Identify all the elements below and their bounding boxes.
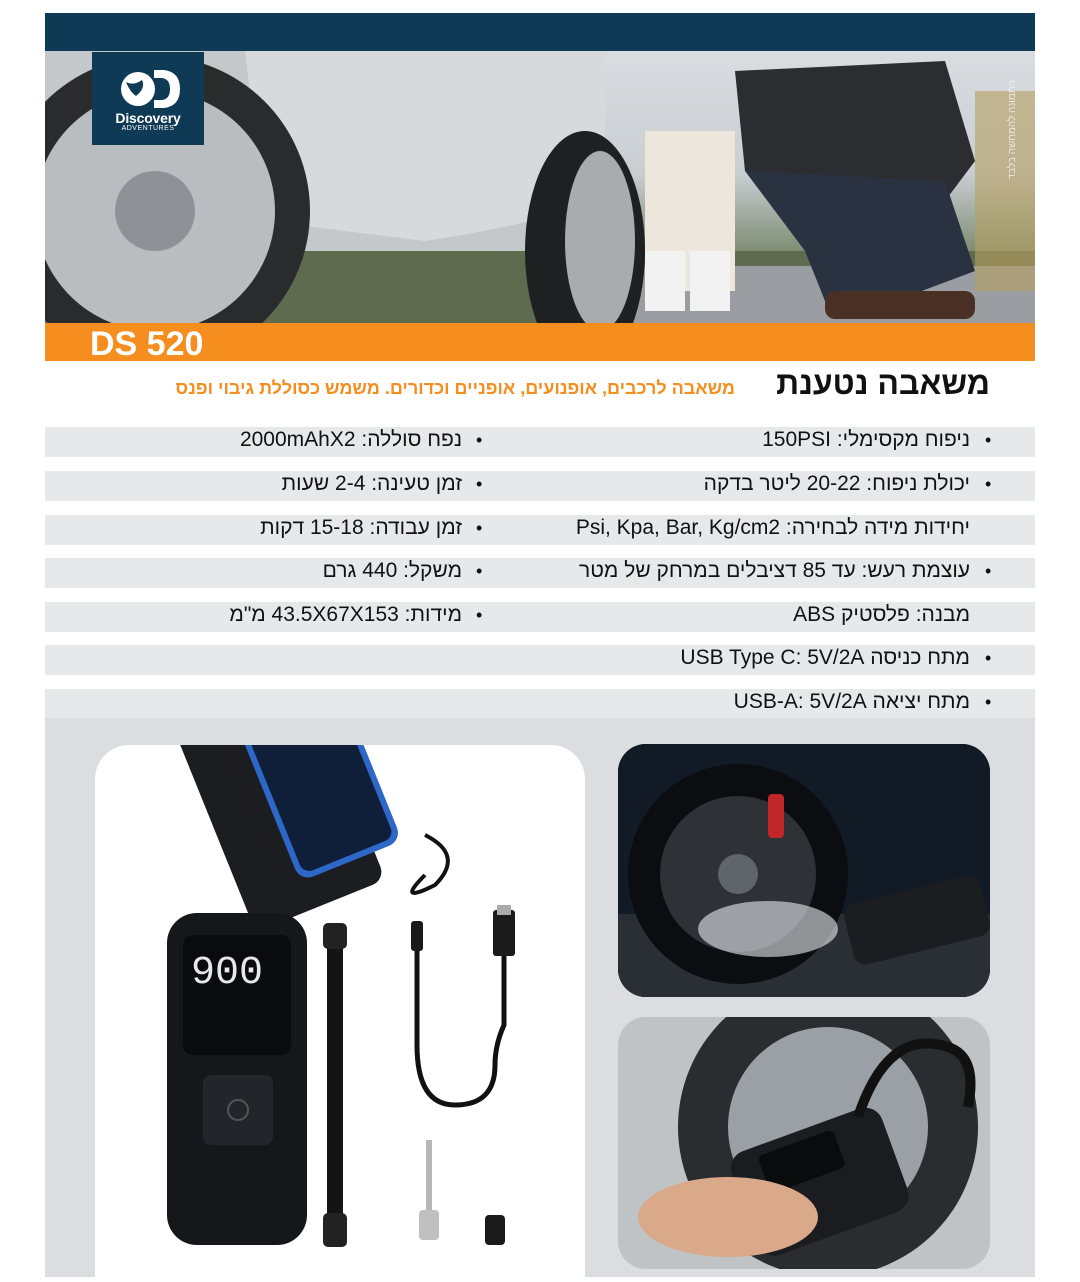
bullet: • <box>476 561 483 581</box>
discovery-logo <box>92 52 204 145</box>
model-name: DS 520 <box>90 325 204 363</box>
globe-d-icon <box>112 66 182 110</box>
product-contents-card <box>95 745 585 1277</box>
bullet: • <box>985 474 992 494</box>
photo-credit: התמונה להמחשה בלבד <box>1007 80 1018 180</box>
product-photo-in-use <box>618 1017 990 1269</box>
pump-display-digits: 900 <box>191 951 264 996</box>
logo-sub: ADVENTURES <box>121 125 175 132</box>
spec-output-voltage: מתח יציאה USB-A: 5V/2A <box>733 690 970 713</box>
bullet: • <box>985 692 992 712</box>
product-subtitle: משאבה לרכבים, אופנועים, אופניים וכדורים. משמש כסוללת גיבוי ופנס <box>175 378 735 398</box>
spec-inflation-rate: יכולת ניפוח: 20-22 ליטר בדקה <box>703 472 970 495</box>
spec-noise: עוצמת רעש: עד 85 דציבלים במרחק של מטר <box>579 559 970 582</box>
top-bar <box>45 13 1035 51</box>
bullet: • <box>985 561 992 581</box>
bullet: • <box>985 648 992 668</box>
flashlight-illustration <box>618 744 990 997</box>
spec-dimensions: מידות: 43.5X67X153 מ"מ <box>229 603 462 626</box>
spec-units: יחידות מידה לבחירה: Psi, Kpa, Bar, Kg/cm2 <box>575 516 970 539</box>
bullet: • <box>476 474 483 494</box>
logo-brand: Discovery <box>115 110 181 126</box>
bullet: • <box>476 430 483 450</box>
spec-input-voltage: מתח כניסה USB Type C: 5V/2A <box>680 646 970 669</box>
product-contents-illustration <box>95 745 585 1277</box>
spec-battery: נפח סוללה: 2000mAhX2 <box>239 428 462 451</box>
product-title: משאבה נטענת <box>776 365 990 401</box>
bullet: • <box>985 430 992 450</box>
in-use-illustration <box>618 1017 990 1269</box>
bullet: • <box>476 518 483 538</box>
spec-weight: משקל: 440 גרם <box>322 559 462 582</box>
product-photo-flashlight <box>618 744 990 997</box>
bullet: • <box>476 605 483 625</box>
spec-charge-time: זמן טעינה: 2-4 שעות <box>281 472 462 495</box>
spec-work-time: זמן עבודה: 15-18 דקות <box>260 516 462 539</box>
spec-structure: מבנה: פלסטיק ABS <box>793 603 970 626</box>
spec-max-inflation: ניפוח מקסימלי: 150PSI <box>762 428 970 451</box>
